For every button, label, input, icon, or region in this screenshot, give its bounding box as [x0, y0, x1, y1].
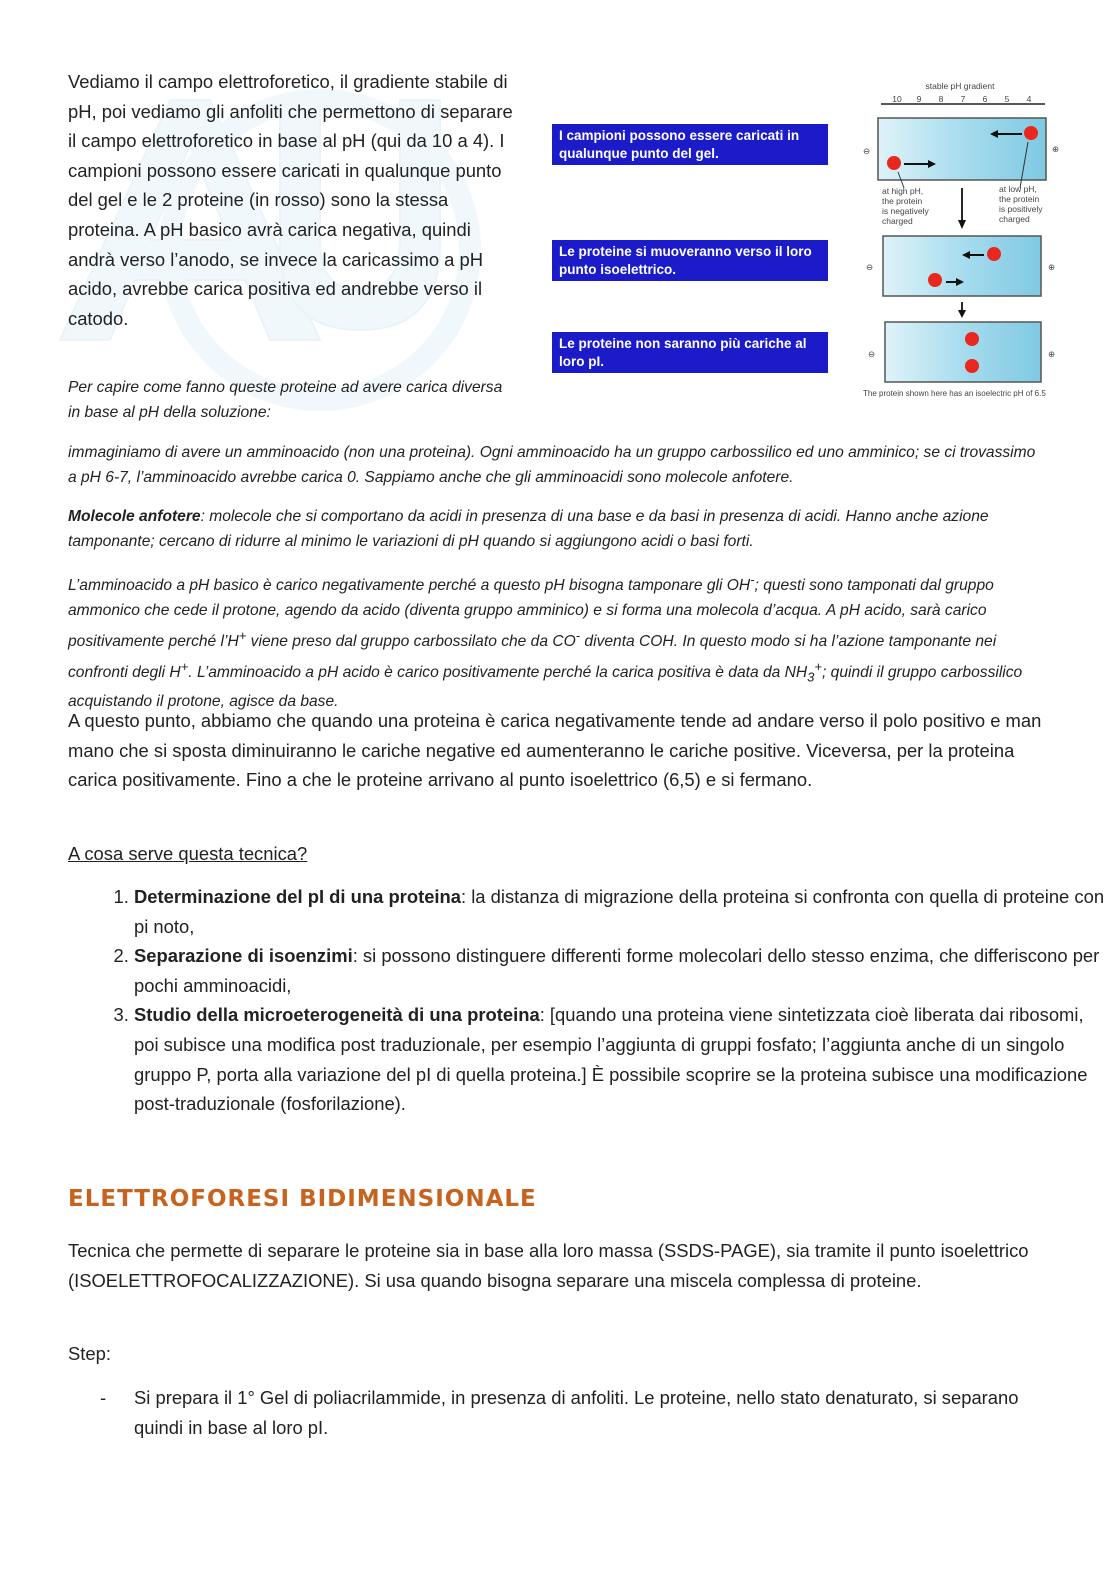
tick-label: 6: [982, 94, 988, 104]
list-item-title: Determinazione del pI di una proteina: [134, 886, 461, 907]
gel-strip-initial: [878, 118, 1046, 180]
isoelectric-paragraph: A questo punto, abbiamo che quando una proteina è carica negativamente tende ad andare verso il polo positivo e man mano che si sposta diminuiranno le cariche negative ed aumenteranno le cariche positive. Viceversa, per la proteina carica positivamente. Fino a che le proteine arrivano al punto isoelettrico (6,5) e si fermano.: [68, 710, 1042, 791]
question-heading: A cosa serve questa tecnica?: [68, 843, 308, 864]
tick-label: 9: [916, 94, 922, 104]
buffer-paragraph: [68, 568, 1043, 715]
gel-strip-focused: [885, 322, 1041, 382]
step-label: Step:: [68, 1343, 111, 1364]
note-line: at high pH,: [882, 186, 924, 196]
buffer-text: ; quindi il gruppo carbossilico acquistando il protone, agisce da base.: [68, 663, 1023, 710]
anfotere-definition: : molecole che si comportano da acidi in presenza di una base e da basi in presenza di acidi. Hanno anche azione tamponante; cercano di ridurre al minimo le variazioni di pH quando si aggiungono acidi o basi forti.: [68, 508, 989, 550]
protein-focused: [965, 359, 979, 373]
list-item-title: Studio della microeterogeneità di una proteina: [134, 1004, 540, 1026]
tick-label: 4: [1026, 94, 1032, 104]
superscript: +: [180, 658, 189, 674]
subscript: 3: [807, 669, 815, 685]
superscript: +: [814, 658, 822, 674]
figure-box-loading: I campioni possono essere caricati in qualunque punto del gel.: [552, 124, 828, 165]
protein-negative: [887, 156, 901, 170]
note-line: charged: [882, 216, 913, 226]
buffer-text: viene preso dal gruppo carbossilato che da CO: [246, 632, 576, 650]
tick-label: 5: [1004, 94, 1010, 104]
figure-footnote: The protein shown here has an isoelectric pH of 6.5: [863, 389, 1046, 398]
intro-paragraph: Vediamo il campo elettroforetico, il gradiente stabile di pH, poi vediamo gli anfoliti che permettono di separare il campo elettroforetico in base al pH (qui da 10 a 4). I campioni possono essere caricati in qualunque punto del gel e le 2 proteine (in rosso) sono la stessa proteina. A pH basico avrà carica negativa, quindi andrà verso l’anodo, se invece la caricassimo a pH acido, avrebbe carica positiva ed andrebbe verso il catodo.: [68, 71, 513, 329]
high-ph-note: [882, 186, 930, 226]
buffer-text: ; questi sono tamponati dal gruppo ammonico che cede il protone, agendo da acido (diventa gruppo amminico) e si forma una molecola d’acqua. A pH acido, sarà carico positivamente perché l’H: [68, 577, 994, 650]
gradient-label: stable pH gradient: [925, 81, 995, 91]
note-line: is positively: [999, 204, 1043, 214]
note-line: charged: [999, 214, 1030, 224]
protein-positive: [987, 247, 1001, 261]
anode-symbol: ⊕: [1048, 349, 1056, 359]
superscript: +: [238, 627, 247, 643]
list-item: [134, 941, 1109, 1000]
low-ph-note: [999, 184, 1043, 224]
note-line: at low pH,: [999, 184, 1037, 194]
section-intro-paragraph: Tecnica che permette di separare le proteine sia in base alla loro massa (SSDS-PAGE), sia tramite il punto isoelettrico (ISOELETTROFOCALIZZAZIONE). Si usa quando bisogna separare una miscela complessa di proteine.: [68, 1240, 1029, 1291]
step-text: Si prepara il 1° Gel di poliacrilammide, in presenza di anfoliti. Le proteine, nello stato denaturato, si separano quindi in base al loro pI.: [134, 1387, 1019, 1438]
list-item: [134, 1000, 1109, 1118]
anode-symbol: ⊕: [1048, 262, 1056, 272]
list-item: [134, 882, 1109, 941]
dash-bullet: -: [100, 1387, 107, 1408]
list-item-text: : [quando una proteina viene sintetizzata cioè liberata dai ribosomi, poi subisce una modifica post traduzionale, per esempio l’aggiunta di gruppi fosfato; l’aggiunta anche di un singolo gruppo P, porta alla variazione del pI di quella proteina.] È possibile scoprire se la proteina subisce una modificazione post-traduzionale (fosforilazione).: [134, 1004, 1088, 1115]
tick-label: 8: [938, 94, 944, 104]
superscript: -: [750, 572, 755, 587]
figure-box-no-charge: Le proteine non saranno più cariche al loro pI.: [552, 332, 828, 373]
cathode-symbol: ⊖: [868, 349, 876, 359]
note-line: the protein: [999, 194, 1040, 204]
section-heading: ELETTROFORESI BIDIMENSIONALE: [68, 1186, 537, 1212]
list-item-title: Separazione di isoenzimi: [134, 945, 353, 967]
gel-diagram: [548, 80, 1068, 405]
tick-label: 10: [892, 94, 902, 104]
gel-strip-migrating: [883, 236, 1041, 296]
tick-label: 7: [960, 94, 966, 104]
cathode-symbol: ⊖: [863, 146, 871, 156]
uses-list: [68, 882, 1109, 1119]
isoelectric-focusing-figure: [548, 80, 1068, 405]
ph-tick-labels: [892, 94, 1031, 104]
anfotere-paragraph: [68, 505, 1043, 555]
amino-acid-paragraph: immaginiamo di avere un amminoacido (non una proteina). Ogni amminoacido ha un gruppo carbossilico ed uno amminico; se ci trovassimo a pH 6-7, l’amminoacido avrebbe carica 0. Sappiamo anche che gli amminoacidi sono molecole anfotere.: [68, 444, 1036, 486]
anode-symbol: ⊕: [1052, 144, 1060, 154]
buffer-text: . L’amminoacido a pH acido è carico positivamente perché la carica positiva è data da NH: [188, 663, 808, 681]
superscript: -: [575, 627, 581, 643]
figure-box-migration: Le proteine si muoveranno verso il loro punto isoelettrico.: [552, 240, 828, 281]
protein-negative: [928, 273, 942, 287]
list-item-text: : la distanza di migrazione della proteina si confronta con quella di proteine con pi noto,: [134, 886, 1105, 937]
buffer-text: L’amminoacido a pH basico è carico negativamente perché a questo pH bisogna tamponare gli OH: [68, 577, 751, 595]
cathode-symbol: ⊖: [866, 262, 874, 272]
note-line: the protein: [882, 196, 923, 206]
figure-caption-text: Per capire come fanno queste proteine ad avere carica diversa in base al pH della soluzione:: [68, 379, 503, 421]
anfotere-term: Molecole anfotere: [68, 508, 201, 525]
note-line: is negatively: [882, 206, 929, 216]
list-item-text: : si possono distinguere differenti forme molecolari dello stesso enzima, che differiscono per pochi amminoacidi,: [134, 945, 1100, 996]
protein-focused: [965, 332, 979, 346]
protein-positive: [1024, 126, 1038, 140]
buffer-text: diventa COH. In questo modo si ha l’azione tamponante nei confronti degli H: [68, 632, 997, 681]
